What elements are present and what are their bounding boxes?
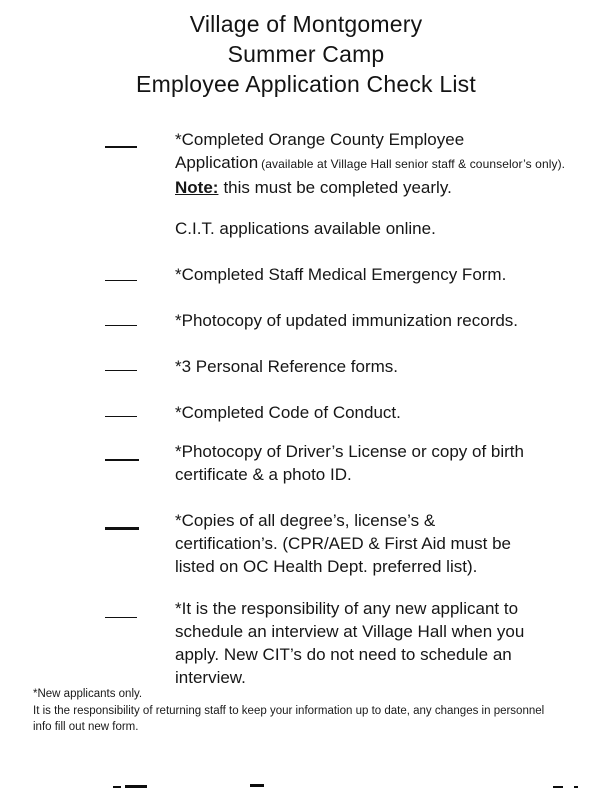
- checklist-blank-line: [105, 325, 137, 326]
- item-text-line: *Photocopy of Driver’s License or copy of birth: [175, 442, 524, 461]
- item-text-line: *3 Personal Reference forms.: [175, 357, 398, 376]
- scan-artifact-mark: [250, 784, 264, 787]
- checklist-blank-line: [105, 146, 137, 148]
- checklist-blank-line: [105, 459, 139, 461]
- checklist-item-interview: [175, 597, 575, 689]
- document-title: [0, 9, 612, 99]
- checklist-item-code-of-conduct: [175, 401, 575, 424]
- item-text-line: apply. New CIT’s do not need to schedule an: [175, 645, 512, 664]
- note-label: Note:: [175, 178, 219, 197]
- title-line-2: Summer Camp: [227, 41, 385, 67]
- note-text: this must be completed yearly.: [223, 178, 452, 197]
- footnote-line-2: It is the responsibility of returning staff to keep your information up to date, any changes in personnel: [33, 704, 545, 717]
- checklist-item-employee-application: [175, 128, 575, 199]
- footnote: [33, 686, 608, 736]
- checklist-item-cit-applications: [175, 217, 575, 240]
- checklist-blank-line: [105, 416, 137, 417]
- item-text-line: *Completed Code of Conduct.: [175, 403, 401, 422]
- item-text-line: schedule an interview at Village Hall when you: [175, 622, 525, 641]
- item-text-line: *Photocopy of updated immunization records.: [175, 311, 519, 330]
- checklist-blank-line: [105, 280, 137, 281]
- item-text-line: C.I.T. applications available online.: [175, 219, 436, 238]
- scan-artifact-mark: [113, 786, 121, 788]
- item-text-line: *It is the responsibility of any new applicant to: [175, 599, 519, 618]
- scan-artifact-mark: [574, 786, 578, 788]
- item-text-line: [175, 151, 575, 176]
- title-line-3: Employee Application Check List: [136, 71, 476, 97]
- checklist-item-personal-references: [175, 355, 575, 378]
- item-text-line: *Copies of all degree’s, license’s &: [175, 511, 436, 530]
- scan-artifact-mark: [553, 786, 563, 788]
- item-text-line: certification’s. (CPR/AED & First Aid must be: [175, 534, 512, 553]
- checklist-blank-line: [105, 527, 139, 530]
- item-text-line: listed on OC Health Dept. preferred list).: [175, 557, 478, 576]
- title-line-1: Village of Montgomery: [189, 11, 423, 37]
- item-text-line: *Completed Staff Medical Emergency Form.: [175, 265, 507, 284]
- scan-artifact-mark: [125, 785, 147, 788]
- item-text-main: Application: [175, 153, 259, 172]
- footnote-line-3: info fill out new form.: [33, 721, 139, 733]
- item-text-line: certificate & a photo ID.: [175, 465, 352, 484]
- checklist-item-immunization-records: [175, 309, 575, 332]
- checklist-blank-line: [105, 617, 137, 618]
- checklist-item-degrees-certifications: [175, 509, 575, 578]
- footnote-line-1: *New applicants only.: [33, 688, 143, 700]
- checklist-blank-line: [105, 370, 137, 371]
- item-parenthetical-note: (available at Village Hall senior staff & counselor’s only).: [261, 157, 566, 171]
- item-text-line: [175, 176, 575, 199]
- item-text-line: interview.: [175, 668, 246, 687]
- checklist-item-drivers-license: [175, 440, 575, 486]
- checklist-item-medical-emergency-form: [175, 263, 575, 286]
- item-text-line: *Completed Orange County Employee: [175, 130, 465, 149]
